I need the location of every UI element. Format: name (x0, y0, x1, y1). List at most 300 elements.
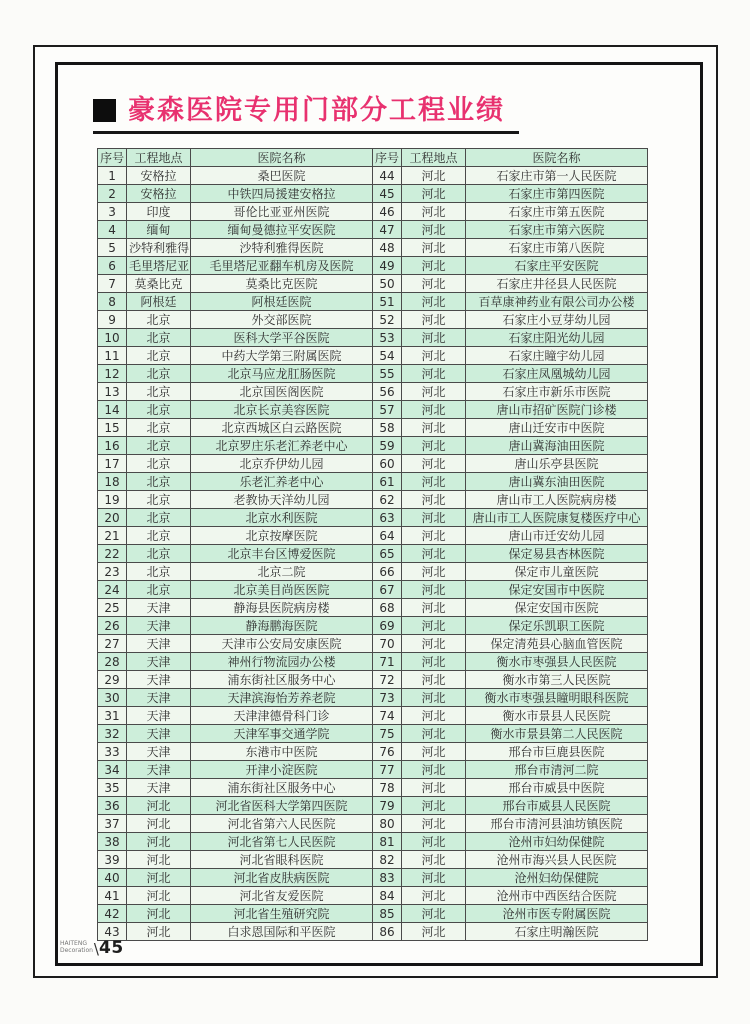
row-location: 河北 (402, 509, 466, 527)
row-no: 60 (372, 455, 401, 473)
row-location: 河北 (402, 617, 466, 635)
table-row (98, 545, 648, 563)
row-hospital-name: 石家庄明瀚医院 (465, 923, 647, 941)
table-row (98, 203, 648, 221)
row-no: 14 (98, 401, 127, 419)
table-row (98, 815, 648, 833)
row-hospital-name: 北京国医阁医院 (190, 383, 372, 401)
row-no: 62 (372, 491, 401, 509)
row-hospital-name: 北京丰台区博爱医院 (190, 545, 372, 563)
row-location: 北京 (127, 329, 191, 347)
row-no: 36 (98, 797, 127, 815)
table-row (98, 689, 648, 707)
title-block (93, 97, 519, 134)
row-no: 29 (98, 671, 127, 689)
row-no: 82 (372, 851, 401, 869)
row-location: 河北 (402, 203, 466, 221)
row-hospital-name: 石家庄市新乐市医院 (465, 383, 647, 401)
row-no: 24 (98, 581, 127, 599)
row-location: 河北 (402, 689, 466, 707)
row-no: 51 (372, 293, 401, 311)
row-location: 安格拉 (127, 185, 191, 203)
row-hospital-name: 邢台市清河县油坊镇医院 (465, 815, 647, 833)
row-no: 86 (372, 923, 401, 941)
row-no: 9 (98, 311, 127, 329)
row-no: 70 (372, 635, 401, 653)
row-location: 阿根廷 (127, 293, 191, 311)
row-no: 12 (98, 365, 127, 383)
row-hospital-name: 天津军事交通学院 (190, 725, 372, 743)
row-hospital-name: 北京乔伊幼儿园 (190, 455, 372, 473)
table-row (98, 617, 648, 635)
row-location: 河北 (402, 887, 466, 905)
row-no: 63 (372, 509, 401, 527)
row-location: 北京 (127, 455, 191, 473)
row-no: 58 (372, 419, 401, 437)
row-location: 北京 (127, 581, 191, 599)
row-location: 安格拉 (127, 167, 191, 185)
row-hospital-name: 邢台市巨鹿县医院 (465, 743, 647, 761)
row-no: 23 (98, 563, 127, 581)
row-hospital-name: 衡水市景县人民医院 (465, 707, 647, 725)
row-location: 河北 (402, 473, 466, 491)
row-no: 6 (98, 257, 127, 275)
row-hospital-name: 乐老汇养老中心 (190, 473, 372, 491)
row-no: 68 (372, 599, 401, 617)
table-row (98, 257, 648, 275)
table-row (98, 563, 648, 581)
row-location: 天津 (127, 761, 191, 779)
row-location: 河北 (127, 905, 191, 923)
row-hospital-name: 河北省友爱医院 (190, 887, 372, 905)
row-location: 河北 (402, 401, 466, 419)
row-hospital-name: 天津市公安局安康医院 (190, 635, 372, 653)
row-location: 河北 (127, 923, 191, 941)
row-location: 河北 (127, 833, 191, 851)
row-hospital-name: 白求恩国际和平医院 (190, 923, 372, 941)
row-hospital-name: 沙特利雅得医院 (190, 239, 372, 257)
row-hospital-name: 中药大学第三附属医院 (190, 347, 372, 365)
row-hospital-name: 唐山冀海油田医院 (465, 437, 647, 455)
header-loc-right: 工程地点 (402, 149, 466, 167)
row-location: 北京 (127, 347, 191, 365)
row-no: 69 (372, 617, 401, 635)
row-location: 河北 (402, 527, 466, 545)
page-title: 豪森医院专用门部分工程业绩 (128, 95, 505, 126)
row-no: 7 (98, 275, 127, 293)
row-location: 北京 (127, 527, 191, 545)
row-location: 河北 (402, 275, 466, 293)
row-location: 北京 (127, 509, 191, 527)
row-location: 天津 (127, 617, 191, 635)
row-hospital-name: 保定易县杏林医院 (465, 545, 647, 563)
row-location: 沙特利雅得 (127, 239, 191, 257)
row-location: 河北 (402, 671, 466, 689)
row-no: 80 (372, 815, 401, 833)
row-no: 48 (372, 239, 401, 257)
row-no: 61 (372, 473, 401, 491)
header-no-left: 序号 (98, 149, 127, 167)
row-hospital-name: 北京长京美容医院 (190, 401, 372, 419)
table-row (98, 275, 648, 293)
row-location: 河北 (402, 761, 466, 779)
row-location: 河北 (402, 851, 466, 869)
table-row (98, 653, 648, 671)
row-hospital-name: 阿根廷医院 (190, 293, 372, 311)
row-location: 河北 (402, 743, 466, 761)
row-hospital-name: 河北省第六人民医院 (190, 815, 372, 833)
table-row (98, 311, 648, 329)
row-location: 北京 (127, 473, 191, 491)
row-location: 天津 (127, 689, 191, 707)
row-no: 17 (98, 455, 127, 473)
row-location: 河北 (127, 797, 191, 815)
row-no: 10 (98, 329, 127, 347)
row-hospital-name: 石家庄井径县人民医院 (465, 275, 647, 293)
row-location: 河北 (402, 797, 466, 815)
row-no: 41 (98, 887, 127, 905)
row-location: 河北 (402, 167, 466, 185)
row-no: 85 (372, 905, 401, 923)
header-no-right: 序号 (372, 149, 401, 167)
row-no: 28 (98, 653, 127, 671)
table-row (98, 455, 648, 473)
table-row (98, 725, 648, 743)
row-hospital-name: 衡水市景县第二人民医院 (465, 725, 647, 743)
brand-logo (60, 941, 93, 955)
row-no: 26 (98, 617, 127, 635)
row-location: 河北 (402, 455, 466, 473)
row-no: 38 (98, 833, 127, 851)
row-no: 75 (372, 725, 401, 743)
row-no: 50 (372, 275, 401, 293)
row-location: 天津 (127, 779, 191, 797)
row-no: 43 (98, 923, 127, 941)
row-location: 天津 (127, 725, 191, 743)
row-hospital-name: 北京按摩医院 (190, 527, 372, 545)
table-row (98, 923, 648, 941)
row-no: 74 (372, 707, 401, 725)
row-hospital-name: 石家庄市第四医院 (465, 185, 647, 203)
row-hospital-name: 唐山乐亭县医院 (465, 455, 647, 473)
row-no: 35 (98, 779, 127, 797)
row-no: 46 (372, 203, 401, 221)
row-location: 河北 (402, 239, 466, 257)
row-location: 河北 (402, 383, 466, 401)
row-location: 印度 (127, 203, 191, 221)
row-hospital-name: 天津津德骨科门诊 (190, 707, 372, 725)
row-hospital-name: 石家庄市第六医院 (465, 221, 647, 239)
row-hospital-name: 石家庄市第一人民医院 (465, 167, 647, 185)
row-location: 天津 (127, 671, 191, 689)
row-no: 76 (372, 743, 401, 761)
table-row (98, 401, 648, 419)
brand-line1: HAITENG (60, 940, 87, 948)
row-location: 河北 (402, 707, 466, 725)
row-location: 北京 (127, 437, 191, 455)
row-location: 河北 (402, 311, 466, 329)
row-no: 66 (372, 563, 401, 581)
row-no: 34 (98, 761, 127, 779)
row-hospital-name: 保定安国市医院 (465, 599, 647, 617)
row-no: 55 (372, 365, 401, 383)
table-row (98, 671, 648, 689)
row-location: 河北 (127, 887, 191, 905)
row-location: 河北 (402, 221, 466, 239)
row-hospital-name: 衡水市第三人民医院 (465, 671, 647, 689)
row-hospital-name: 北京马应龙肛肠医院 (190, 365, 372, 383)
row-location: 河北 (402, 491, 466, 509)
row-no: 71 (372, 653, 401, 671)
row-no: 25 (98, 599, 127, 617)
table-row (98, 383, 648, 401)
row-no: 1 (98, 167, 127, 185)
row-no: 47 (372, 221, 401, 239)
row-hospital-name: 保定市儿童医院 (465, 563, 647, 581)
row-hospital-name: 河北省第七人民医院 (190, 833, 372, 851)
row-no: 32 (98, 725, 127, 743)
row-no: 33 (98, 743, 127, 761)
row-hospital-name: 衡水市枣强县瞳明眼科医院 (465, 689, 647, 707)
row-hospital-name: 石家庄小豆芽幼儿园 (465, 311, 647, 329)
row-no: 52 (372, 311, 401, 329)
row-hospital-name: 河北省皮肤病医院 (190, 869, 372, 887)
row-no: 3 (98, 203, 127, 221)
row-location: 河北 (402, 563, 466, 581)
row-hospital-name: 邢台市清河二院 (465, 761, 647, 779)
table-row (98, 869, 648, 887)
header-name-right: 医院名称 (465, 149, 647, 167)
row-hospital-name: 石家庄阳光幼儿园 (465, 329, 647, 347)
row-no: 84 (372, 887, 401, 905)
table-row (98, 473, 648, 491)
row-no: 44 (372, 167, 401, 185)
row-no: 64 (372, 527, 401, 545)
row-location: 北京 (127, 563, 191, 581)
row-hospital-name: 石家庄市第八医院 (465, 239, 647, 257)
row-no: 15 (98, 419, 127, 437)
row-no: 67 (372, 581, 401, 599)
row-location: 北京 (127, 545, 191, 563)
row-hospital-name: 保定安国市中医院 (465, 581, 647, 599)
row-hospital-name: 医科大学平谷医院 (190, 329, 372, 347)
row-hospital-name: 河北省眼科医院 (190, 851, 372, 869)
row-hospital-name: 静海县医院病房楼 (190, 599, 372, 617)
row-hospital-name: 老教协天洋幼儿园 (190, 491, 372, 509)
row-no: 2 (98, 185, 127, 203)
row-location: 河北 (402, 635, 466, 653)
row-location: 北京 (127, 401, 191, 419)
row-hospital-name: 唐山市迁安幼儿园 (465, 527, 647, 545)
row-hospital-name: 石家庄瞳宇幼儿园 (465, 347, 647, 365)
row-location: 河北 (402, 869, 466, 887)
row-location: 天津 (127, 707, 191, 725)
table-row (98, 329, 648, 347)
table-row (98, 707, 648, 725)
row-hospital-name: 天津滨海怡芳养老院 (190, 689, 372, 707)
table-row (98, 221, 648, 239)
row-hospital-name: 沧州市妇幼保健院 (465, 833, 647, 851)
row-no: 27 (98, 635, 127, 653)
row-hospital-name: 唐山冀东油田医院 (465, 473, 647, 491)
table-row (98, 743, 648, 761)
row-location: 莫桑比克 (127, 275, 191, 293)
row-location: 天津 (127, 653, 191, 671)
row-hospital-name: 莫桑比克医院 (190, 275, 372, 293)
row-location: 毛里塔尼亚 (127, 257, 191, 275)
row-location: 河北 (402, 419, 466, 437)
table-row (98, 581, 648, 599)
row-no: 56 (372, 383, 401, 401)
row-hospital-name: 外交部医院 (190, 311, 372, 329)
row-hospital-name: 唐山市招矿医院门诊楼 (465, 401, 647, 419)
row-location: 北京 (127, 365, 191, 383)
header-name-left: 医院名称 (190, 149, 372, 167)
row-no: 59 (372, 437, 401, 455)
row-location: 河北 (402, 905, 466, 923)
row-no: 4 (98, 221, 127, 239)
row-no: 79 (372, 797, 401, 815)
row-hospital-name: 东港市中医院 (190, 743, 372, 761)
table-row (98, 599, 648, 617)
row-no: 53 (372, 329, 401, 347)
row-location: 河北 (402, 599, 466, 617)
row-location: 河北 (402, 257, 466, 275)
table-row (98, 347, 648, 365)
row-location: 河北 (402, 545, 466, 563)
row-location: 河北 (402, 833, 466, 851)
row-no: 19 (98, 491, 127, 509)
row-hospital-name: 保定乐凯职工医院 (465, 617, 647, 635)
row-hospital-name: 河北省生殖研究院 (190, 905, 372, 923)
row-hospital-name: 浦东街社区服务中心 (190, 671, 372, 689)
project-performance-table (97, 148, 648, 941)
row-hospital-name: 浦东街社区服务中心 (190, 779, 372, 797)
row-location: 河北 (402, 779, 466, 797)
row-no: 42 (98, 905, 127, 923)
row-no: 20 (98, 509, 127, 527)
row-hospital-name: 唐山市工人医院病房楼 (465, 491, 647, 509)
table-row (98, 167, 648, 185)
row-hospital-name: 缅甸曼德拉平安医院 (190, 221, 372, 239)
row-location: 河北 (402, 437, 466, 455)
row-location: 天津 (127, 599, 191, 617)
table-row (98, 797, 648, 815)
row-no: 81 (372, 833, 401, 851)
row-hospital-name: 衡水市枣强县人民医院 (465, 653, 647, 671)
row-hospital-name: 神州行物流园办公楼 (190, 653, 372, 671)
row-hospital-name: 北京二院 (190, 563, 372, 581)
row-location: 河北 (402, 365, 466, 383)
row-location: 河北 (402, 347, 466, 365)
row-location: 河北 (402, 293, 466, 311)
row-no: 72 (372, 671, 401, 689)
row-location: 河北 (402, 581, 466, 599)
page-footer (60, 938, 124, 958)
row-hospital-name: 保定清苑县心脑血管医院 (465, 635, 647, 653)
row-location: 北京 (127, 311, 191, 329)
header-loc-left: 工程地点 (127, 149, 191, 167)
table-row (98, 185, 648, 203)
row-no: 39 (98, 851, 127, 869)
row-location: 北京 (127, 383, 191, 401)
row-no: 78 (372, 779, 401, 797)
table-row (98, 635, 648, 653)
row-hospital-name: 石家庄市第五医院 (465, 203, 647, 221)
row-hospital-name: 北京西城区白云路医院 (190, 419, 372, 437)
row-hospital-name: 邢台市威县中医院 (465, 779, 647, 797)
row-hospital-name: 中铁四局援建安格拉 (190, 185, 372, 203)
row-hospital-name: 沧州市医专附属医院 (465, 905, 647, 923)
row-hospital-name: 沧州市中西医结合医院 (465, 887, 647, 905)
table-row (98, 437, 648, 455)
row-hospital-name: 石家庄平安医院 (465, 257, 647, 275)
table-row (98, 419, 648, 437)
row-location: 缅甸 (127, 221, 191, 239)
table-row (98, 761, 648, 779)
row-no: 16 (98, 437, 127, 455)
row-location: 河北 (402, 923, 466, 941)
row-no: 83 (372, 869, 401, 887)
table-header-row (98, 149, 648, 167)
row-no: 18 (98, 473, 127, 491)
slash-icon: \ (93, 940, 99, 958)
row-no: 31 (98, 707, 127, 725)
row-hospital-name: 沧州市海兴县人民医院 (465, 851, 647, 869)
row-hospital-name: 北京美目尚医医院 (190, 581, 372, 599)
row-location: 河北 (402, 815, 466, 833)
page-number: 45 (98, 938, 124, 958)
table-row (98, 905, 648, 923)
table-row (98, 527, 648, 545)
table-row (98, 491, 648, 509)
row-hospital-name: 静海鹏海医院 (190, 617, 372, 635)
row-location: 河北 (127, 815, 191, 833)
row-hospital-name: 毛里塔尼亚翻车机房及医院 (190, 257, 372, 275)
row-location: 河北 (402, 329, 466, 347)
row-location: 天津 (127, 743, 191, 761)
table-row (98, 365, 648, 383)
row-hospital-name: 北京水利医院 (190, 509, 372, 527)
row-location: 河北 (127, 851, 191, 869)
row-no: 5 (98, 239, 127, 257)
row-no: 73 (372, 689, 401, 707)
table-row (98, 509, 648, 527)
table-row (98, 887, 648, 905)
row-no: 65 (372, 545, 401, 563)
row-no: 11 (98, 347, 127, 365)
row-hospital-name: 沧州妇幼保健院 (465, 869, 647, 887)
row-hospital-name: 石家庄凤凰城幼儿园 (465, 365, 647, 383)
row-no: 30 (98, 689, 127, 707)
row-hospital-name: 河北省医科大学第四医院 (190, 797, 372, 815)
row-no: 21 (98, 527, 127, 545)
row-no: 13 (98, 383, 127, 401)
row-no: 8 (98, 293, 127, 311)
row-location: 河北 (402, 653, 466, 671)
row-hospital-name: 唐山迁安市中医院 (465, 419, 647, 437)
row-no: 45 (372, 185, 401, 203)
table-row (98, 779, 648, 797)
row-hospital-name: 桑巴医院 (190, 167, 372, 185)
table-row (98, 239, 648, 257)
row-no: 37 (98, 815, 127, 833)
row-no: 77 (372, 761, 401, 779)
table-row (98, 851, 648, 869)
row-no: 40 (98, 869, 127, 887)
row-location: 河北 (127, 869, 191, 887)
row-no: 54 (372, 347, 401, 365)
